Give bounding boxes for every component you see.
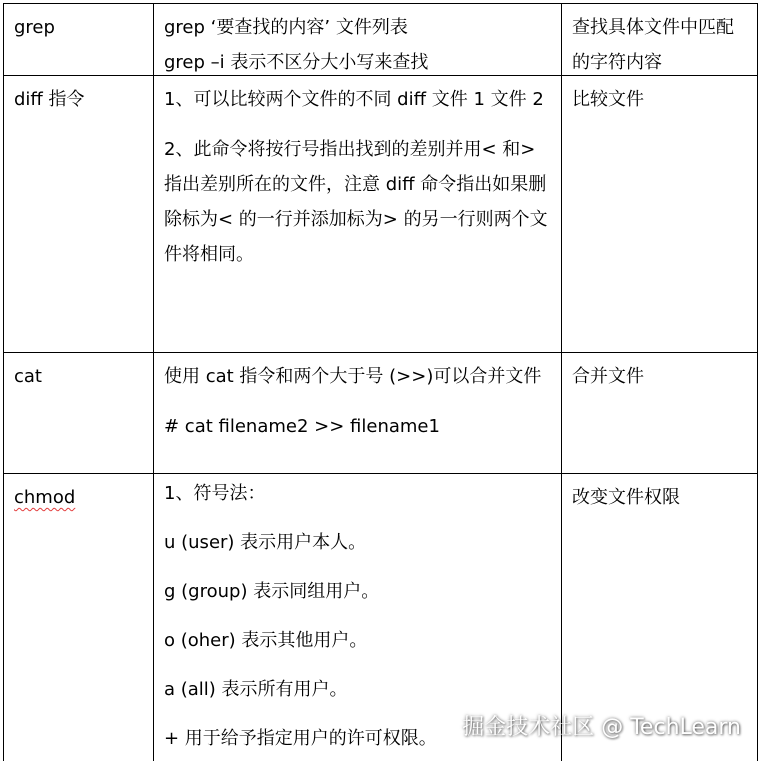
- command-cell: diff 指令: [14, 89, 85, 110]
- description-line: g (group) 表示同组用户。: [164, 581, 380, 602]
- description-line: + 用于给予指定用户的许可权限。: [164, 728, 437, 749]
- description-line: 1、可以比较两个文件的不同 diff 文件 1 文件 2: [164, 89, 544, 110]
- description-line: grep ‘要查找的内容’ 文件列表: [164, 17, 408, 38]
- function-cell: [562, 353, 757, 473]
- description-cell: [154, 76, 561, 352]
- description-line: 2、此命令将按行号指出找到的差别并用< 和> 指出差别所在的文件，注意 diff 命令指出如果删除标为< 的一行并添加标为> 的另一行则两个文件将相同。: [164, 139, 548, 265]
- function-text: 合并文件: [572, 366, 644, 387]
- watermark: 掘金技术社区 @ TechLearn: [462, 715, 741, 740]
- description-line: 使用 cat 指令和两个大于号 (>>)可以合并文件: [164, 366, 542, 387]
- function-cell: [562, 76, 757, 352]
- description-line: # cat filename2 >> filename1: [164, 416, 440, 437]
- description-line: a (all) 表示所有用户。: [164, 679, 348, 700]
- description-line: grep –i 表示不区分大小写来查找: [164, 52, 429, 73]
- command-cell: chmod: [14, 487, 76, 508]
- command-cell: grep: [14, 17, 55, 38]
- table-row: [4, 353, 153, 473]
- table-row: [4, 4, 153, 75]
- table-right-border: [757, 3, 758, 761]
- description-line: 1、符号法：: [164, 483, 266, 504]
- function-text: 改变文件权限: [572, 487, 680, 508]
- command-cell: cat: [14, 366, 42, 387]
- table-row: [4, 474, 153, 761]
- function-cell: [562, 4, 757, 75]
- function-text: 查找具体文件中匹配的字符内容: [572, 17, 734, 73]
- description-cell: [154, 4, 561, 75]
- description-line: u (user) 表示用户本人。: [164, 532, 367, 553]
- function-text: 比较文件: [572, 89, 644, 110]
- description-line: o (oher) 表示其他用户。: [164, 630, 368, 651]
- table-row: [4, 76, 153, 352]
- description-cell: [154, 353, 561, 473]
